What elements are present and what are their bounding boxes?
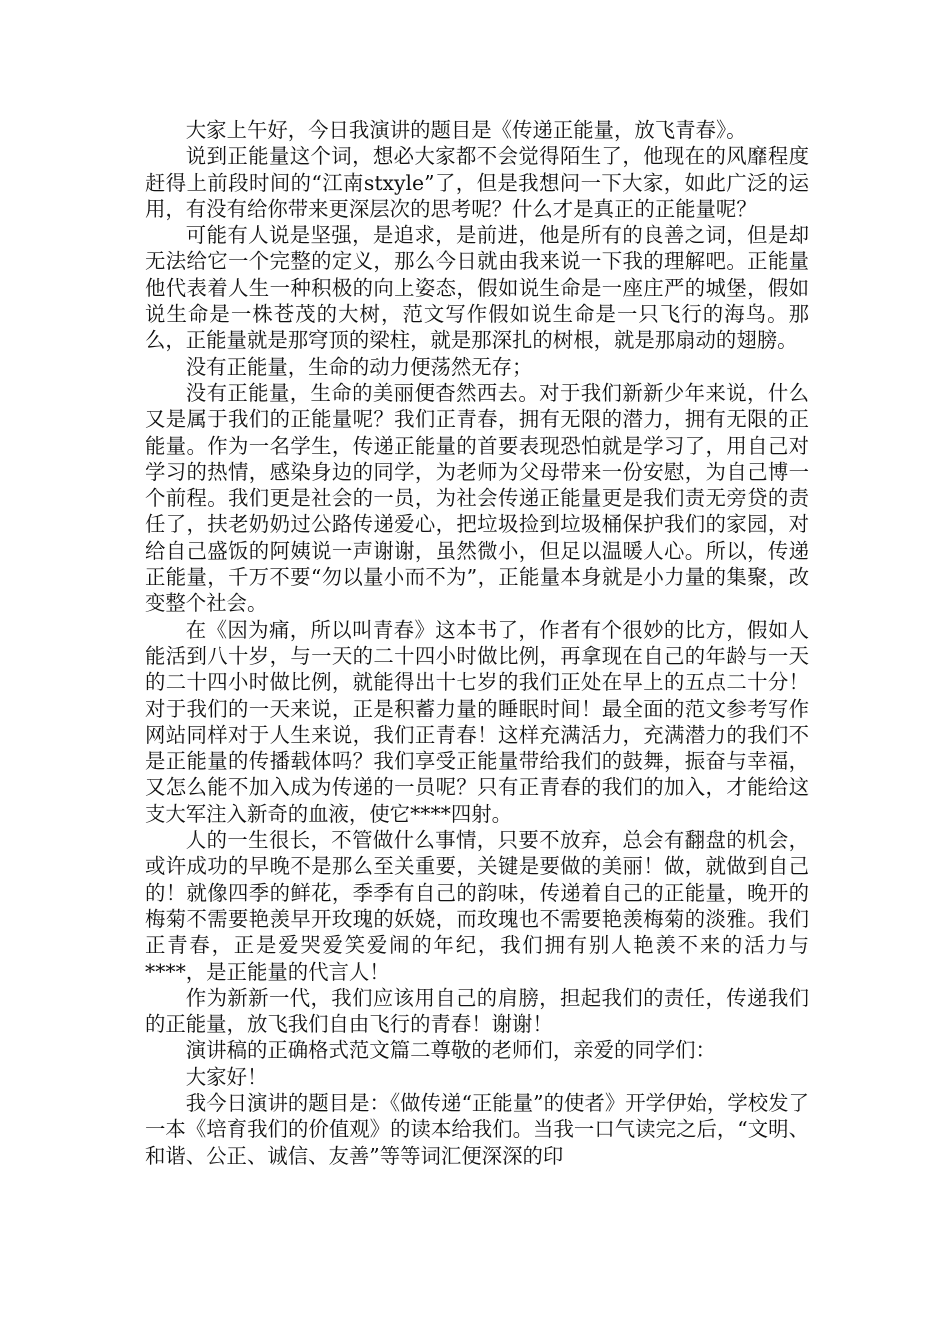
paragraph-greeting: 大家上午好，今日我演讲的题目是《传递正能量，放飞青春》。	[185, 118, 747, 142]
paragraph-no-energy-power: 没有正能量，生命的动力便荡然无存；	[185, 354, 533, 379]
paragraph-second-speech-intro: 我今日演讲的题目是：《做传递“正能量”的使者》开学伊始，学校发了一本《培育我们的价值观》的读本给我们。当我一口气读完之后，“文明、和谐、公正、诚信、友善”等等词汇便深深的印	[145, 1090, 809, 1168]
paragraph-new-generation: 作为新新一代，我们应该用自己的肩膀，担起我们的责任，传递我们的正能量，放飞我们自由飞行的青春！谢谢！	[145, 985, 809, 1037]
paragraph-long-life: 人的一生很长，不管做什么事情，只要不放弃，总会有翻盘的机会，或许成功的早晚不是那么至关重要，关键是要做的美丽！做，就做到自己的！就像四季的鲜花，季季有自己的韵味，传递着自己的正能量，晚开的梅菊不需要艳羡早开玫瑰的妖娆，而玫瑰也不需要艳羡梅菊的淡雅。我们正青春，正是爱哭爱笑爱闹的年纪，我们拥有别人艳羡不来的活力与****，是正能量的代言人！	[145, 828, 809, 984]
paragraph-hello: 大家好！	[185, 1064, 268, 1089]
paragraph-youth-book: 在《因为痛，所以叫青春》这本书了，作者有个很妙的比方，假如人能活到八十岁，与一天的二十四小时做比例，再拿现在自己的年龄与一天的二十四小时做比例，就能得出十七岁的我们正处在早上的五点二十分！对于我们的一天来说，正是积蓄力量的睡眠时间！最全面的范文参考写作网站同样对于人生来说，我们正青春！这样充满活力，充满潜力的我们不是正能量的传播载体吗？我们享受正能量带给我们的鼓舞，振奋与幸福，又怎么能不加入成为传递的一员呢？只有正青春的我们的加入，才能给这支大军注入新奇的血液，使它****四射。	[145, 617, 809, 826]
paragraph-second-speech-heading: 演讲稿的正确格式范文篇二尊敬的老师们，亲爱的同学们：	[185, 1038, 716, 1063]
paragraph-definition: 可能有人说是坚强，是追求，是前进，他是所有的良善之词，但是却无法给它一个完整的定义，那么今日就由我来说一下我的理解吧。正能量他代表着人生一种积极的向上姿态，假如说生命是一座庄严的城堡，假如说生命是一株苍茂的大树，范文写作假如说生命是一只飞行的海鸟。那么，正能量就是那穹顶的梁柱，就是那深扎的树根，就是那扇动的翅膀。	[145, 223, 809, 353]
document-body	[145, 117, 809, 1169]
paragraph-positive-energy-term: 说到正能量这个词，想必大家都不会觉得陌生了，他现在的风靡程度赶得上前段时间的“江南stxyle”了，但是我想问一下大家，如此广泛的运用，有没有给你带来更深层次的思考呢？什么才是真正的正能量呢？	[145, 144, 809, 221]
paragraph-no-energy-beauty: 没有正能量，生命的美丽便杳然西去。对于我们新新少年来说，什么又是属于我们的正能量呢？我们正青春，拥有无限的潜力，拥有无限的正能量。作为一名学生，传递正能量的首要表现恐怕就是学习了，用自己对学习的热情，感染身边的同学，为老师为父母带来一份安慰，为自己博一个前程。我们更是社会的一员，为社会传递正能量更是我们责无旁贷的责任了，扶老奶奶过公路传递爱心，把垃圾捡到垃圾桶保护我们的家园，对给自己盛饭的阿姨说一声谢谢，虽然微小，但足以温暖人心。所以，传递正能量，千万不要“勿以量小而不为”，正能量本身就是小力量的集聚，改变整个社会。	[145, 380, 809, 616]
